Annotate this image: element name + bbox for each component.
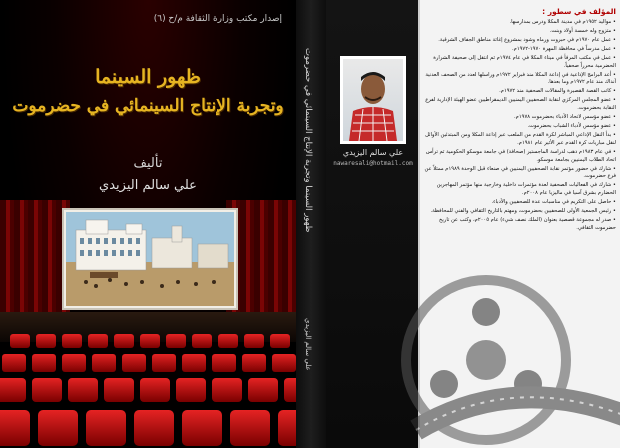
bio-item: • في عام ١٩٨٣م ذهب لدراسة الماجستير (صحافة) في جامعة موسكو الحكومية ثم ترأس اتحاد الطلاب اليمنيين بجامعة موسكو. <box>424 149 616 164</box>
bio-item: • صدر له مجموعة قصصية بعنوان (الملك نصف شيء) عام ٢٠٠٥م، وكتب عن تاريخ حضرموت الثقافي. <box>424 217 616 232</box>
bio-item: • حاصل على التكريم في مناسبات عدة للصحفيين والأدباء. <box>424 199 616 207</box>
bio-item: • بدأ النقل الإذاعي المباشر لكرة القدم من الملعب عبر إذاعة المكلا ومن المبتدئين الأوائل لنقل مباريات كرة القدم عبر الأثير عام ١٩٨١م. <box>424 132 616 147</box>
publisher-line: إصدار مكتب وزارة الثقافة م/ح (٦) <box>153 14 282 24</box>
bio-item: • عضو مؤسس لاتحاد الأدباء بحضرموت ١٩٧٨م. <box>424 114 616 122</box>
book-title-line1: ظهور السينما <box>95 66 201 88</box>
author-bio <box>424 8 616 444</box>
curtain-left <box>0 200 70 318</box>
spine-title: ظهور السينما وتجربة الإنتاج السينمائي في حضرموت <box>303 48 313 233</box>
book-title-line2: وتجربة الإنتاج السينمائي في حضرموت <box>12 96 284 116</box>
book-spine <box>296 0 326 448</box>
bio-list <box>424 19 616 233</box>
bio-heading: المؤلف في سطور : <box>542 8 616 16</box>
bio-item: • عضو المجلس المركزي لنقابة الصحفيين اليمنيين الديمقراطيين عضو الهيئة الإدارية لفرع النقابة بحضرموت. <box>424 97 616 112</box>
bio-item: • شارك في حضور مؤتمر نقابة الصحفيين اليمنيين في صنعاء قبل الوحدة ١٩٨٩م ممثلاً عن فرع حضرموت. <box>424 166 616 181</box>
bio-item: • رئيس الجمعية الأولى للصحفيين بحضرموت، ومهتم بالتاريخ الثقافي والفني للمحافظة. <box>424 208 616 216</box>
bio-item: • شارك في الفعاليات الصحفية لعدة مؤتمرات داخلية وخارجية منها مؤتمر المهاجرين الحضارم بشرق آسيا في ماليزيا عام ٢٠٠٨م. <box>424 182 616 197</box>
bio-item: • مواليد ١٩٥٢م في مدينة المكلا ودرس بمدارسها. <box>424 19 616 27</box>
author-name-front: علي سالم اليزيدي <box>99 178 197 193</box>
bio-item: • متزوج وله خمسة أولاد وبنت. <box>424 28 616 36</box>
bio-item: • أعد البرامج الإذاعية في إذاعة المكلا منذ فبراير ١٩٧٢م وراسلها لعدد من الصحف العدنية آنذاك منذ عام ١٩٧٢م وما بعدها. <box>424 72 616 87</box>
author-email: nawaresali@hotmail.com <box>333 160 413 167</box>
author-photo <box>343 59 403 141</box>
author-name-back: علي سالم اليزيدي <box>342 148 404 157</box>
author-label: تأليف <box>133 156 163 171</box>
palace-painting <box>66 212 234 306</box>
spine-author: علي سالم اليزيدي <box>304 318 312 371</box>
bio-item: • عضو مؤسس لأدباء الشباب بحضرموت. <box>424 123 616 131</box>
author-photo-frame <box>340 56 406 144</box>
back-cover <box>326 0 620 448</box>
front-cover <box>0 0 296 448</box>
bio-item: • عمل عام ١٩٧٠م في حبروت ورماه وشود بمشروع إغاثة مناطق الجفاف الشرقية. <box>424 37 616 45</box>
bio-item: • عمل مدرساً في محافظة المهرة ١٩٧٠-١٩٧٢م. <box>424 46 616 54</box>
cinema-seats <box>0 330 296 448</box>
bio-item: • كاتب القصة القصيرة والمقالات الصحفية منذ ١٩٧٢م. <box>424 88 616 96</box>
bio-item: • عمل في مكتب المرفأ في ميناء المكلا في عام ١٩٧٤م ثم انتقل إلى صحيفة الشرارة الحضرمية محرراً صحفياً. <box>424 55 616 70</box>
